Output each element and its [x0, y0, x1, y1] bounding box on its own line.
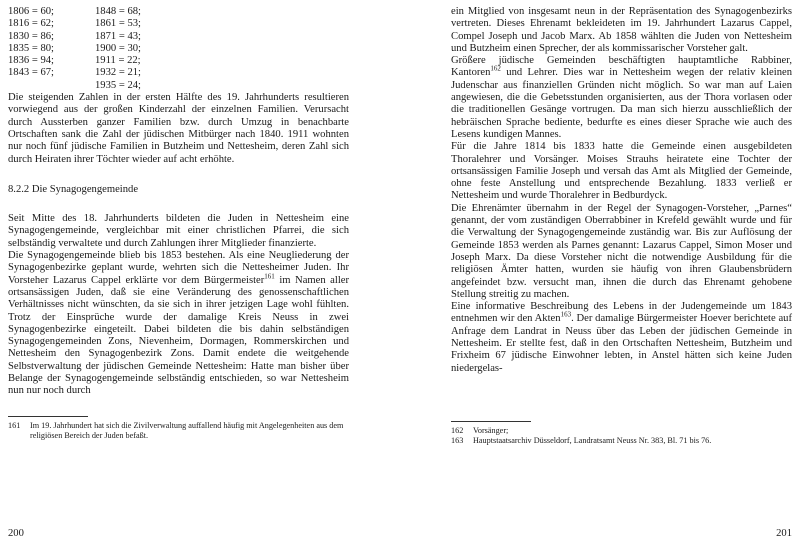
population-stats [8, 6, 349, 92]
footnote-163 [451, 436, 792, 446]
right-page [400, 0, 800, 543]
footnote-162 [451, 426, 792, 436]
page-number-left: 200 [8, 528, 24, 539]
stats-entry: 1911 = 22; [95, 55, 141, 67]
stats-entry: 1830 = 86; [8, 30, 54, 42]
paragraph-population: Die steigenden Zahlen in der ersten Hälfte des 19. Jahrhunderts resultieren vorwiegend aus der großen Kinderzahl der einzelnen Familien. Verursacht durch Aussterben ganzer Familien bzw. durch Umzug in benachbarte Ortschaften sank die Zahl der jüdischen Mitbürger nach 1840. 1911 wohnten nur noch fünf jüdische Familien in Butzheim und Nettesheim, deren Zahl sich durch Heiraten ihrer Töchter wieder auf acht erhöhte. [8, 92, 349, 165]
footnote-text: Vorsänger; [473, 425, 509, 435]
footnote-text: Im 19. Jahrhundert hat sich die Zivilverwaltung auffallend häufig mit Angelegenheiten aus dem religiösen Bereich der Juden befaßt. [30, 420, 344, 440]
right-column [451, 6, 792, 446]
footnote-ref: 163 [560, 310, 572, 319]
footnote-text: Hauptstaatsarchiv Düsseldorf, Landratsamt Neuss Nr. 383, Bl. 71 bis 76. [473, 435, 712, 445]
text-segment: und Lehrer. Dies war in Nettesheim wegen der relativ kleinen Judenschar aus finanziellen Gründen nicht möglich. So war man auf Laien angewiesen, die die Gebetsstunden organisierten, aus der Thora vorlasen oder die traditionellen Gesänge vortrugen. Da man sich hierzu ausschließlich der hebräischen Sprache bediente, bedurfte es eines dieser Sprache wie auch des Lesens kundigen Mannes. [451, 67, 792, 140]
text-segment: Eine informative Beschreibung des Lebens in der Judengemeinde um 1843 entnehmen wir den Akten [451, 301, 792, 325]
paragraph-thora-teacher: Für die Jahre 1814 bis 1833 hatte die Gemeinde einen ausgebildeten Thoralehrer und Vorsänger. Moises Strauhs heiratete eine Tochter der ortsansässigen Familie Joseph und versah das Amt als Mitglied der Gemeinde, ohne feste Anstellung und entsprechende Bezahlung. 1833 verließ er Nettesheim und wurde Thoralehrer in Bedburdyck. [451, 141, 792, 202]
footnote-divider [451, 421, 531, 422]
stats-entry: 1935 = 24; [95, 79, 141, 91]
stats-column-1 [8, 6, 95, 92]
footnote-161 [8, 421, 349, 441]
left-column [8, 6, 349, 441]
stats-entry: 1848 = 68; [95, 6, 141, 17]
stats-entry: 1900 = 30; [95, 42, 141, 54]
paragraph-synagogue-intro: Seit Mitte des 18. Jahrhunderts bildeten die Juden in Nettesheim eine Synagogengemeinde, vergleichbar mit einer christlichen Pfarrei, die sich selbständig verwaltete und durch Zahlungen ihrer Mitglieder finanzierte. [8, 213, 349, 249]
text-segment: . Der damalige Bürgermeister Hoever berichtete auf Anfrage dem Landrat in Neuss über das Leben der jüdischen Gemeinde in Nettesheim. Er stellte fest, daß in den Ortschaften Nettesheim, Butzheim und Frixheim 67 jüdische Einwohner lebten, in Anstel hätten sich keine Juden niedergelas- [451, 313, 792, 374]
footnote-ref: 161 [264, 272, 275, 281]
paragraph-parnes: Die Ehrenämter übernahm in der Regel der Synagogen-Vorsteher, „Parnes“ genannt, der vom zuständigen Oberrabbiner in Krefeld gewählt wurde und für die Verwaltung der Synagogengemeinde zuständig war. Bis zur Auflösung der Gemeinde 1853 werden als Parnes genannt: Lazarus Cappel, Simon Moser und Joseph Marx. Da diese Vorsteher nicht die notwendige Ausbildung für die religiösen Ämter hatten, wurden sie häufig von ihren Glaubensbrüdern angefeindet bzw. versucht man, ihnen die durch das Ehrenamt gehobene Stellung streitig zu machen. [451, 202, 792, 300]
footnote-number: 163 [451, 435, 464, 445]
stats-column-2 [95, 6, 175, 92]
section-heading: 8.2.2 Die Synagogengemeinde [8, 183, 139, 195]
text-segment: im Namen aller ortsansässigen Juden, daß sie eine Veränderung des genossenschaftlichen Verhältnisses nicht wünschten, da sie sich in ihrer jetzigen Lage wohl fühlten. Trotz der Einsprüche wurde der damalige Kreis Neuss in zwei Synagogenbezirke eingeteilt. Dabei bildeten die bis dahin selbständigen Synagogengemeinden Zons, Nievenheim, Dormagen, Rommerskirchen und Nettesheim den Synagogenbezirk Zons. Damit endete die weitgehende Selbstverwaltung der jüdischen Gemeinde Nettesheim: Hatte man bisher über Belange der Synagogengemeinde selbständig entschieden, so war Nettesheim nun nur noch durch [8, 274, 349, 397]
paragraph-description [451, 301, 792, 375]
stats-entry: 1932 = 21; [95, 67, 141, 79]
stats-entry: 1836 = 94; [8, 55, 54, 67]
stats-entry: 1843 = 67; [8, 67, 54, 79]
footnote-ref: 162 [490, 64, 501, 73]
stats-entry: 1835 = 80; [8, 42, 54, 54]
paragraph-representation: ein Mitglied von insgesamt neun in der Repräsentation des Synagogenbezirks vertreten. Dieses Ehrenamt bekleideten im 19. Jahrhundert Lazarus Cappel, Compel Joseph und Jacob Marx. Ab 1858 wählten die Juden von Nettesheim und Butzheim einen Sprecher, der als kommissarischer Vorsteher galt. [451, 6, 792, 54]
stats-entry: 1806 = 60; [8, 6, 54, 17]
paragraph-synagogue-history [8, 250, 349, 398]
footnote-number: 162 [451, 425, 464, 435]
page-number-right: 201 [776, 528, 792, 539]
footnote-number: 161 [8, 420, 21, 430]
stats-entry: 1816 = 62; [8, 18, 54, 30]
stats-entry: 1861 = 53; [95, 18, 141, 30]
text-segment: Größere jüdische Gemeinden beschäftigten hauptamtliche Rabbiner, Kantoren [451, 55, 792, 79]
stats-entry: 1871 = 43; [95, 30, 141, 42]
paragraph-rabbis [451, 55, 792, 141]
footnote-divider [8, 416, 88, 417]
text-segment: Die Synagogengemeinde blieb bis 1853 bestehen. Als eine Neugliederung der Synagogenbezirke geplant wurde, wehrten sich die Nettesheimer Juden. Ihr Vorsteher Lazarus Cappel erklärte vor dem Bürgermeister [8, 250, 349, 286]
